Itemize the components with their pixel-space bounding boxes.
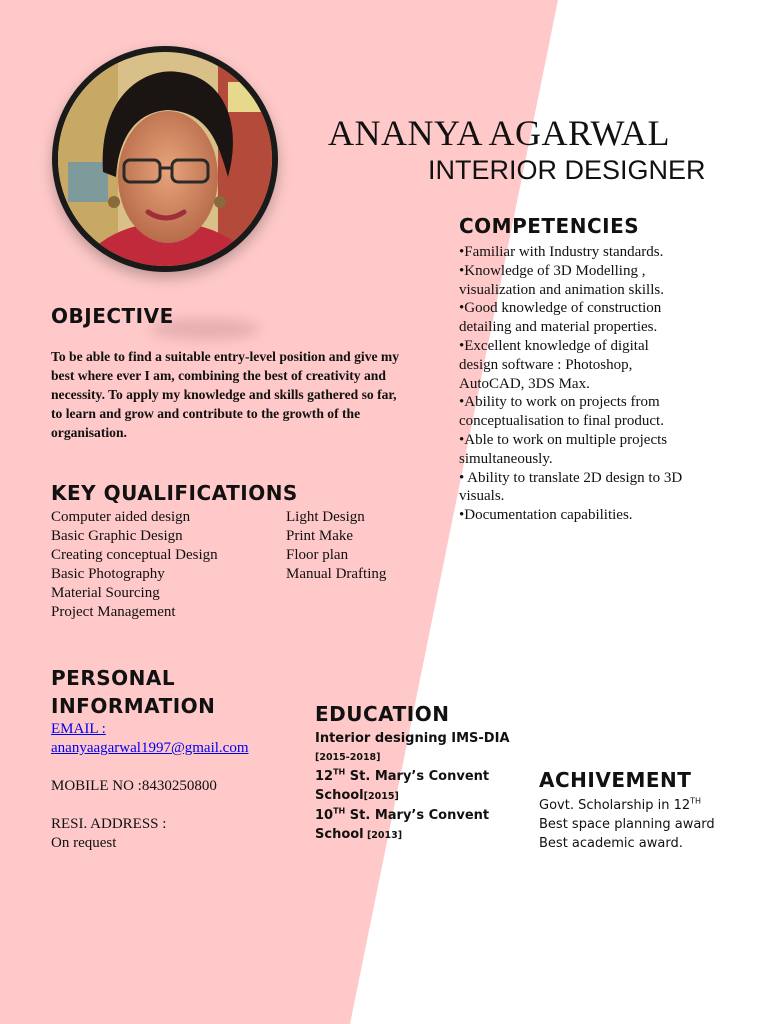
list-item: Material Sourcing [51,585,160,601]
achievement-list [539,796,715,853]
list-item: •Familiar with Industry standards. [459,244,664,260]
key-qualifications-list-right [286,508,386,584]
profile-photo [52,46,278,272]
list-item: •Excellent knowledge of digital [459,337,649,354]
twelfth-year: [2015] [363,791,399,802]
list-item: detailing and material properties. [459,319,658,336]
education-heading: EDUCATION [315,702,450,726]
achievement-item: Best academic award. [539,836,683,851]
list-item: visuals. [459,488,505,505]
list-item: •Able to work on multiple projects [459,431,668,448]
list-item: Light Design [286,509,365,525]
personal-information-heading: PERSONAL INFORMATION [51,666,216,718]
competencies-list [459,243,749,525]
tenth-school: St. Mary’s Convent School [315,808,490,842]
list-item: Project Management [51,604,176,620]
achievement-item-suffix: TH [690,796,702,806]
list-item: conceptualisation to final product. [459,413,664,430]
education-details [315,729,515,845]
list-item: •Good knowledge of construction [459,300,662,317]
twelfth-suffix: TH [333,767,346,777]
list-item: design software : Photoshop, [459,356,633,373]
twelfth-number: 12 [315,769,334,784]
email-link[interactable]: ananyaagarwal1997@gmail.com [51,740,249,756]
list-item: Manual Drafting [286,566,387,582]
achievement-heading: ACHIVEMENT [539,768,692,792]
achievement-item [539,796,715,815]
key-qualifications-heading: KEY QUALIFICATIONS [51,481,298,505]
key-qualifications-list-left [51,508,218,622]
achievement-item: Best space planning award [539,817,715,832]
list-item: Floor plan [286,547,349,563]
list-item: visualization and animation skills. [459,281,664,298]
list-item: simultaneously. [459,450,553,467]
education-degree: Interior designing IMS-DIA [315,731,510,746]
tenth-suffix: TH [333,806,346,816]
job-title: INTERIOR DESIGNER [428,155,706,185]
list-item: Creating conceptual Design [51,547,218,563]
email-label-link[interactable]: EMAIL : [51,721,106,737]
tenth-number: 10 [315,808,334,823]
address-value: On request [51,835,117,851]
education-degree-years: [2015-2018] [315,752,381,763]
list-item: Computer aided design [51,509,191,525]
list-item: Basic Graphic Design [51,528,183,544]
portrait-image [58,52,272,266]
address-label: RESI. ADDRESS : [51,816,167,832]
list-item: Basic Photography [51,566,165,582]
objective-heading: OBJECTIVE [51,304,174,328]
competencies-heading: COMPETENCIES [459,214,640,238]
objective-text: To be able to find a suitable entry-level position and give my best where ever I am, combining the best of creativity and necessity. To apply my knowledge and skills gathered so far, to learn and grow and contribute to the growth of the organisation. [51,349,400,440]
list-item: •Ability to work on projects from [459,394,660,411]
list-item: AutoCAD, 3DS Max. [459,375,590,392]
candidate-name: ANANYA AGARWAL [328,113,671,153]
education-twelfth [315,767,515,806]
tenth-year: [2013] [363,830,403,841]
achievement-item-text: Govt. Scholarship in 12 [539,798,691,813]
mobile-number: MOBILE NO :8430250800 [51,778,217,794]
list-item: •Knowledge of 3D Modelling , [459,262,646,279]
list-item: • Ability to translate 2D design to 3D [459,469,683,486]
list-item: •Documentation capabilities. [459,507,633,524]
list-item: Print Make [286,528,354,544]
twelfth-school: St. Mary’s Convent School [315,769,490,803]
education-tenth [315,806,515,845]
